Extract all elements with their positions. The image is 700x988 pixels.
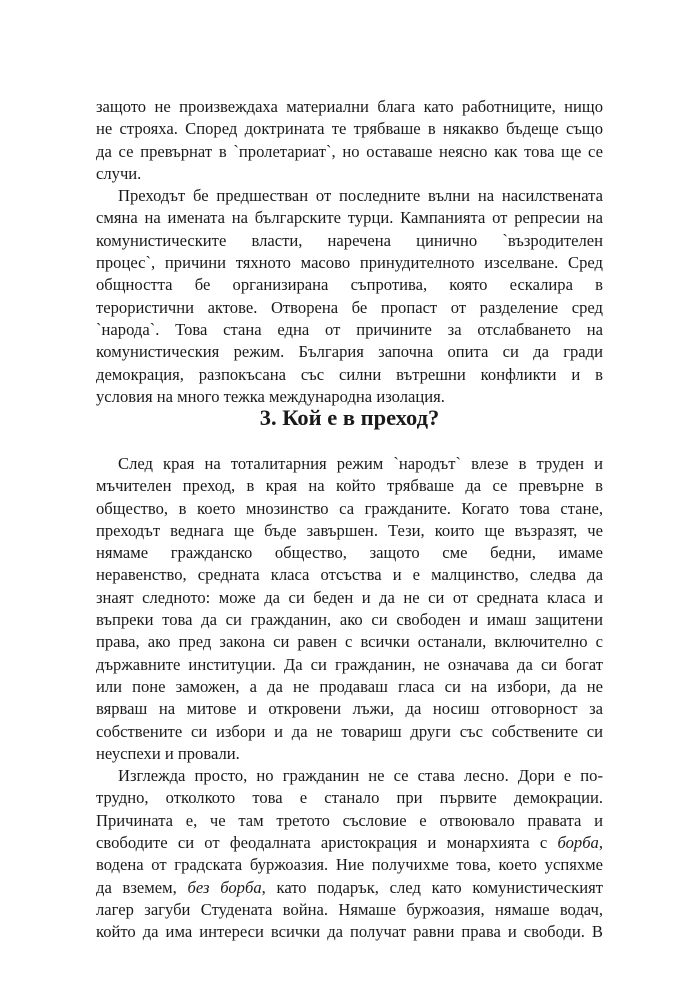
text-line: условия на много тежка международна изолация. (96, 386, 445, 406)
text-segment: , (598, 833, 603, 853)
text-line: Преходът бе предшестван от последните вълни на насилствената (118, 186, 603, 206)
text-line: общността бе организирана съпротива, която ескалира в (96, 275, 603, 295)
text-segment: , като подарък, след като комунистическият (261, 877, 603, 897)
emphasis-text: борба (557, 833, 599, 853)
text-line: въпреки това да си гражданин, ако си свободен и имаш защитени (96, 610, 603, 630)
text-line: мъчителен преход, в края на който трябваше да се превърне в (96, 476, 603, 496)
text-line: права, ако пред закона си равен с всички останали, включително с (96, 632, 603, 652)
text-line: смяна на имената на българските турци. Кампанията от репресии на (96, 208, 603, 228)
text-line: неравенство, средната класа отсъства и е малцинство, следва да (96, 565, 603, 585)
text-line: или поне заможен, а да не продаваш гласа си на избори, да не (96, 676, 603, 696)
text-line: случи. (96, 163, 142, 183)
text-line: комунистическия режим. България започна опита си да гради (96, 342, 603, 362)
text-line (96, 832, 603, 854)
text-line: Изглежда просто, но гражданин не се става лесно. Дори е по- (118, 766, 603, 786)
text-line: неуспехи и провали. (96, 743, 240, 763)
section-heading: 3. Кой е в преход? (259, 405, 440, 430)
text-line (96, 877, 603, 899)
text-line: трудно, отколкото това е станало при първите демокрации. (96, 788, 603, 808)
text-line: вярваш на митове и откровени лъжи, да носиш отговорност за (96, 699, 603, 719)
text-line: преходът веднага ще бъде завършен. Тези, които ще възразят, че (96, 520, 603, 540)
text-line: водена от градската буржоазия. Ние получихме това, което успяхме (96, 855, 603, 875)
text-line: държавните институции. Да си гражданин, не означава да си богат (96, 654, 603, 674)
text-segment: да вземем, (96, 877, 188, 897)
text-line: терористични актове. Отворена бе пропаст от разделение сред (96, 297, 603, 317)
emphasis-text: без борба (187, 877, 262, 897)
text-line: лагер загуби Студената война. Нямаше буржоазия, нямаше водач, (96, 899, 603, 919)
text-line: знаят следното: може да си беден и да не си от средната класа и (96, 587, 603, 607)
section-2-text (96, 453, 603, 944)
text-line: общество, в което мнозинство са гражданите. Когато това стане, (96, 498, 603, 518)
text-line: `народа`. Това стана една от причините за отслабването на (96, 319, 603, 339)
text-line: демокрация, разпокъсана със силни вътрешни конфликти и в (96, 364, 603, 384)
text-line: който да има интереси всички да получат равни права и свободи. В (96, 922, 603, 942)
text-line: процес`, причини тяхното масово принудителното изселване. Сред (96, 253, 603, 273)
section-1-text (96, 96, 603, 408)
text-line: да се превърнат в `пролетариат`, но оставаше неясно как това ще се (96, 141, 603, 161)
text-line: комунистическите власти, наречена цинично `възродителен (96, 230, 603, 250)
text-line: След края на тоталитарния режим `народът` влезе в труден и (118, 454, 603, 473)
text-line: собствените си избори и да не товариш други със собствените си (96, 721, 603, 741)
text-segment: свободите си от феодалната аристокрация и монархията с (96, 833, 558, 853)
text-line: нямаме гражданско общество, защото сме бедни, имаме (96, 543, 603, 563)
text-line: Причината е, че там третото съсловие е отвоювало правата и (96, 810, 603, 830)
text-line: защото не произвеждаха материални блага като работниците, нищо (96, 97, 603, 116)
text-line: не строяха. Според доктрината те трябваше в някакво бъдеще също (96, 119, 603, 139)
